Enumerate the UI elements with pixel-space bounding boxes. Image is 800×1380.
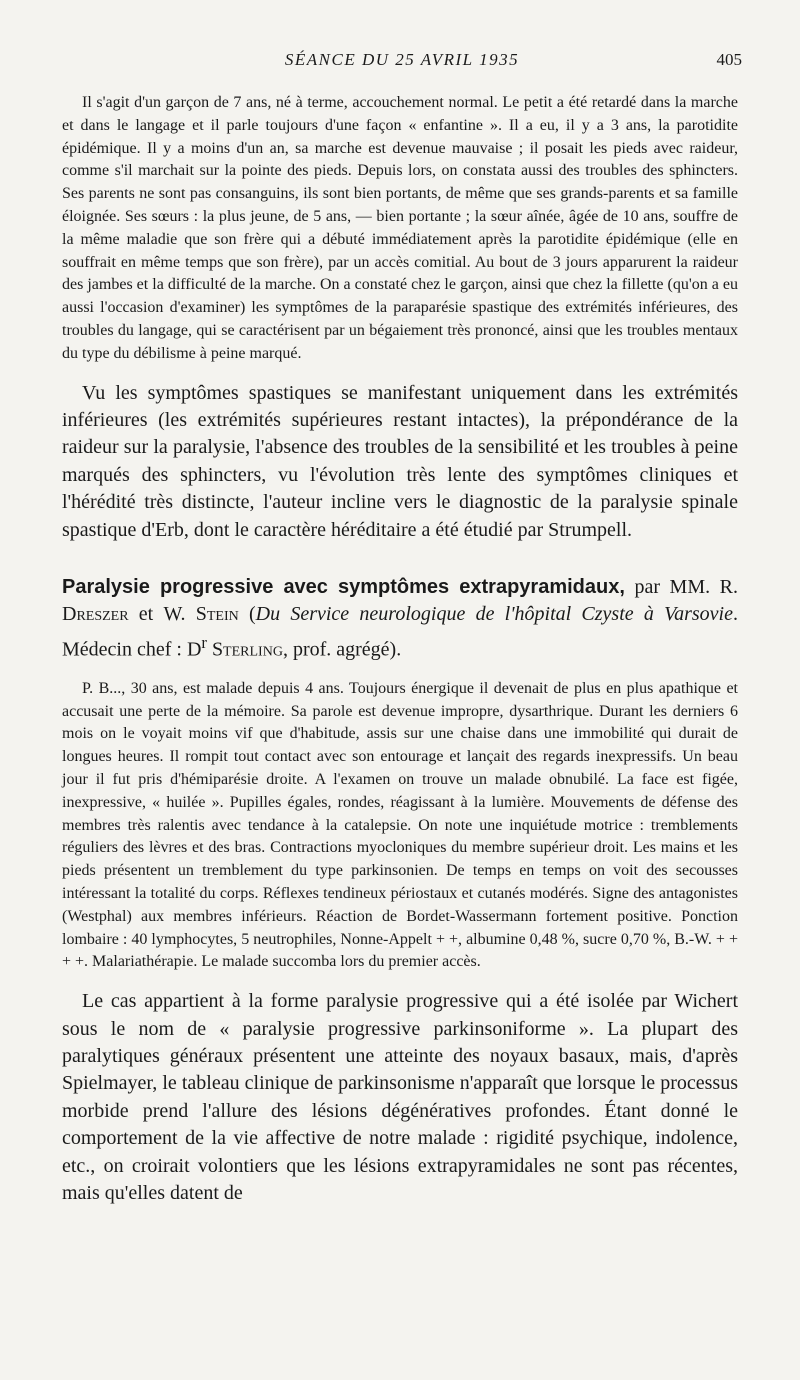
discussion-paragraph-2: Le cas appartient à la forme paralysie progressive qui a été isolée par Wichert sous le nom de « paralysie progressive parkinsoniforme ». La plupart des paralytiques généraux présentent une atteinte des noyaux basaux, mais, d'après Spielmayer, le tableau clinique de parkinsonisme n'apparaît que lorsque le processus morbide prend l'allure des lésions dégénératives profondes. Étant donné le comportement de la vie affective de notre malade : rigidité psychique, indolence, etc., on croirait volontiers que les lésions extrapyramidales ne sont pas récentes, mais qu'elles datent de [62, 990, 738, 1205]
running-head: SÉANCE DU 25 AVRIL 1935 [284, 50, 520, 69]
case-history-paragraph: Il s'agit d'un garçon de 7 ans, né à terme, accouchement normal. Le petit a été retardé dans la marche et dans le langage et il parle toujours d'une façon « enfantine ». Il a eu, il y a 3 ans, la parotidite épidémique. Il y a moins d'un an, sa marche est devenue mauvaise ; il posait les pieds avec raideur, comme s'il marchait sur la pointe des pieds. Depuis lors, on constata aussi des troubles des sphincters. Ses parents ne sont pas consanguins, ils sont bien portants, de même que ses grands-parents et sa famille éloignée. Ses sœurs : la plus jeune, de 5 ans, — bien portante ; la sœur aînée, âgée de 10 ans, souffre de la même maladie que son frère qui a débuté immédiatement après la parotidite épidémique (elle en souffrait en même temps que son frère), par un accès comitial. Au bout de 3 jours apparurent la raideur des jambes et la difficulté de la marche. On a constaté chez le garçon, ainsi que chez la fillette (qu'on a eu aussi l'occasion d'examiner) les symptômes de la paraparésie spastique des extrémités inférieures, des troubles du langage, qui se caractérisent par un bégaiement très prononcé, ainsi que les troubles mentaux du type du débilisme à peine marqué. [62, 94, 738, 362]
heading-by: par MM. [624, 576, 720, 598]
discussion-paragraph-1: Vu les symptômes spastiques se manifestant uniquement dans les extrémités inférieures (les extrémités supérieures restant intactes), la prépondérance de la raideur sur la paralysie, l'absence des troubles de la sensibilité et les troubles à peine marqués des sphincters, vu l'évolution très lente des symptômes cliniques et l'hérédité très distincte, l'auteur incline vers le diagnostic de la paralysie spinale spastique d'Erb, dont le caractère héréditaire a été étudié par Strumpell. [62, 381, 738, 541]
chief-name: Sterling [211, 638, 283, 661]
heading-tail: , prof. agrégé). [282, 638, 402, 661]
case-2-paragraph: P. B..., 30 ans, est malade depuis 4 ans. Toujours énergique il devenait de plus en plus apathique et accusait une perte de la mémoire. Sa parole est devenue impropre, dysarthrique. Durant les derniers 6 mois on le voyait moins vif que d'habitude, assis sur une chaise dans une immobilité qui durait de longues heures. Il rompit tout contact avec son entourage et lançait des regards inexpressifs. Un beau jour il fut pris d'hémiparésie droite. A l'examen on trouve un malade obnubilé. La face est figée, inexpressive, « huilée ». Pupilles égales, rondes, réagissant à la lumière. Mouvements de défense des membres très ralentis avec tendance à la catalepsie. On note une inquiétude motrice : tremblements réguliers des lèvres et des bras. Contractions myocloniques du membre supérieur droit. Les mains et les pieds présentent un tremblement du type parkinsonien. De temps en temps on voit des secousses intéressant la totalité du corps. Réflexes tendineux périostaux et cutanés modérés. Signe des antagonistes (Westphal) aux membres inférieurs. Réaction de Bordet-Wassermann fortement positive. Ponction lombaire : 40 lymphocytes, 5 neutrophiles, Nonne-Appelt + +, albumine 0,48 %, sucre 0,70 %, B.-W. + + + +. Malariathérapie. Le malade succomba lors du premier accès. [62, 679, 738, 971]
section-title: Paralysie progressive avec symptômes extrapyramidaux, [62, 576, 625, 598]
author-2: W. Stein [163, 603, 239, 626]
heading-sup: r [201, 632, 207, 652]
heading-paren: ( [238, 603, 256, 626]
institution: Du Service neurologique de l'hôpital Czyste à Varsovie [255, 603, 733, 626]
heading-chief-label: . Médecin chef : D [62, 603, 738, 661]
article-body [62, 92, 738, 1207]
page-header [62, 50, 742, 74]
page-number: 405 [716, 50, 742, 69]
section-heading [62, 574, 738, 664]
author-1: R. Dreszer [62, 576, 738, 626]
heading-and: et [128, 603, 164, 626]
